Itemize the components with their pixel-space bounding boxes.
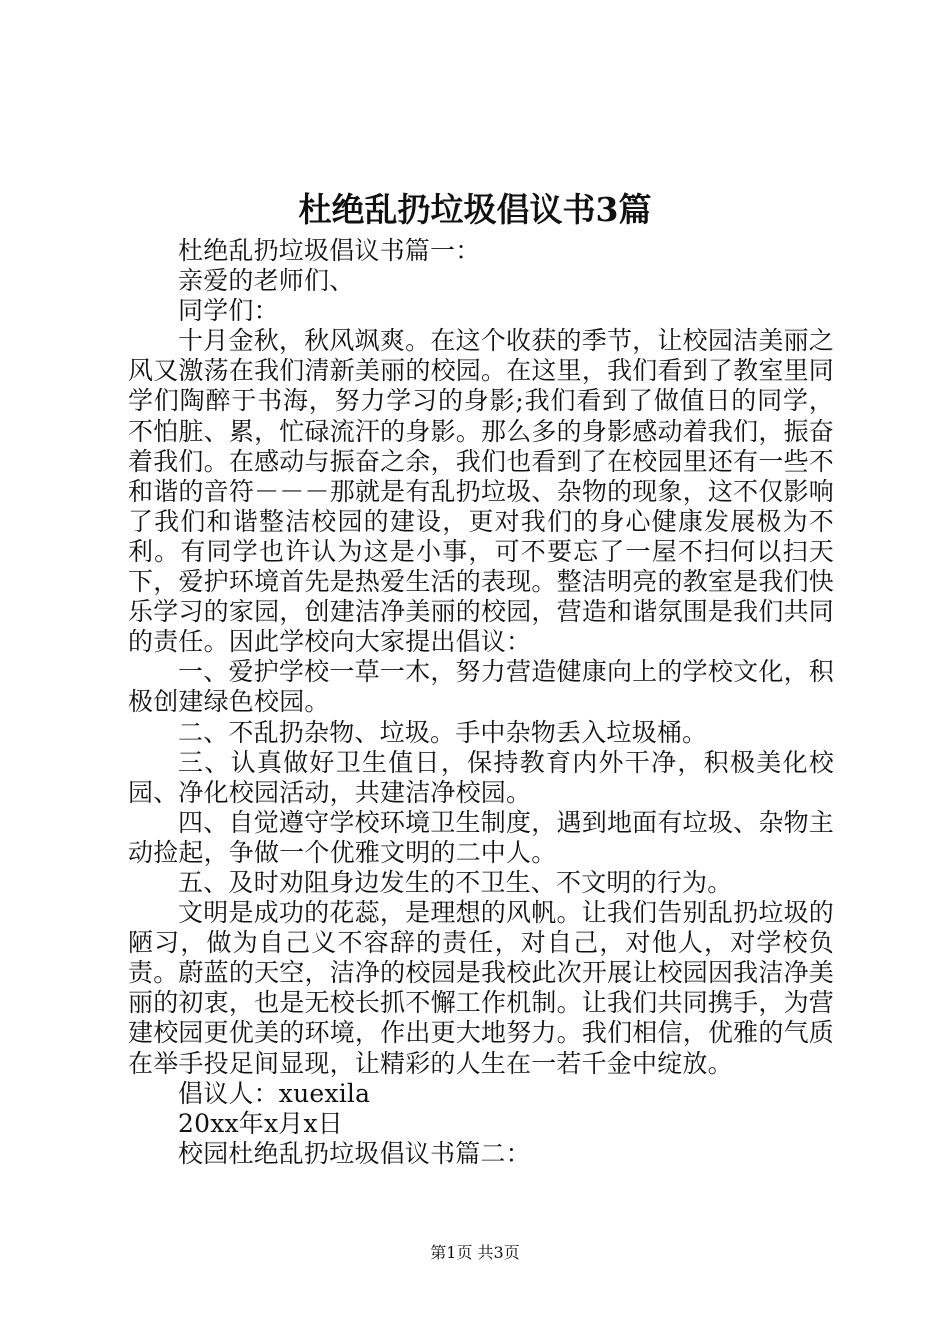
page-footer: 第1页 共3页: [430, 1243, 520, 1262]
paragraph-signatory: 倡议人：xuexila: [178, 1078, 371, 1108]
paragraph-proposal-1: 一、爱护学校一草一木，努力营造健康向上的学校文化，积极创建绿色校园。: [128, 657, 834, 717]
paragraph-closing: 文明是成功的花蕊，是理想的风帆。让我们告别乱扔垃圾的陋习，做为自己义不容辞的责任，对自己，对他人，对学校负责。蔚蓝的天空，洁净的校园是我校此次开展让校园因我洁净美丽的初衷，也是无校长抓不懈工作机制。让我们共同携手，为营建校园更优美的环境，作出更大地努力。我们相信，优雅的气质在举手投足间显现，让精彩的人生在一若千金中绽放。: [128, 898, 834, 1078]
paragraph-section-heading: 杜绝乱扔垃圾倡议书篇一：: [178, 236, 481, 265]
paragraph-intro: 十月金秋，秋风飒爽。在这个收获的季节，让校园洁美丽之风又激荡在我们清新美丽的校园。在这里，我们看到了教室里同学们陶醉于书海，努力学习的身影;我们看到了做值日的同学，不怕脏、累，忙碌流汗的身影。那么多的身影感动着我们，振奋着我们。在感动与振奋之余，我们也看到了在校园里还有一些不和谐的音符－－－那就是有乱扔垃圾、杂物的现象，这不仅影响了我们和谐整洁校园的建设，更对我们的身心健康发展极为不利。有同学也许认为这是小事，可不要忘了一屋不扫何以扫天下，爱护环境首先是热爱生活的表现。整洁明亮的教室是我们快乐学习的家园，创建洁净美丽的校园，营造和谐氛围是我们共同的责任。因此学校向大家提出倡议：: [128, 326, 834, 657]
paragraph-next-section-heading: 校园杜绝乱扔垃圾倡议书篇二：: [178, 1138, 531, 1168]
paragraph-date: 20xx年x月x日: [178, 1108, 344, 1138]
paragraph-salutation-students: 同学们：: [178, 296, 279, 326]
paragraph-proposal-3: 三、认真做好卫生值日，保持教育内外干净，积极美化校园、净化校园活动，共建洁净校园。: [128, 747, 834, 807]
paragraph-proposal-5: 五、及时劝阻身边发生的不卫生、不文明的行为。: [178, 867, 733, 897]
paragraph-proposal-4: 四、自觉遵守学校环境卫生制度，遇到地面有垃圾、杂物主动捡起，争做一个优雅文明的二中人。: [128, 807, 834, 867]
paragraph-proposal-2: 二、不乱扔杂物、垃圾。手中杂物丢入垃圾桶。: [178, 717, 708, 747]
paragraph-salutation-teachers: 亲爱的老师们、: [178, 266, 355, 296]
document-body: [128, 236, 834, 1169]
document-title: 杜绝乱扔垃圾倡议书3篇: [298, 190, 652, 229]
